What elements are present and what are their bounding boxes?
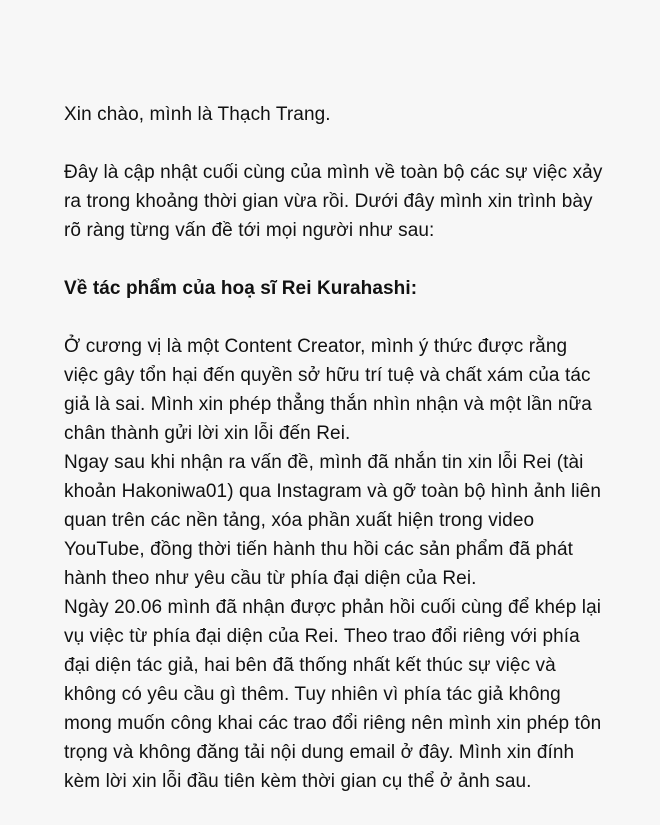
section-heading: Về tác phẩm của hoạ sĩ Rei Kurahashi: [64,278,418,299]
body-paragraph-1: Ở cương vị là một Content Creator, mình ý thức được rằng việc gây tổn hại đến quyền sở hữu trí tuệ và chất xám của tác giả là sai. Mình xin phép thẳng thắn nhìn nhận và một lần nữa chân thành gửi lời xin lỗi đến Rei. [64,336,592,444]
body-paragraph-3: Ngày 20.06 mình đã nhận được phản hồi cuối cùng để khép lại vụ việc từ phía đại diện của Rei. Theo trao đổi riêng với phía đại diện tác giả, hai bên đã thống nhất kết thúc sự việc và không có yêu cầu gì thêm. Tuy nhiên vì phía tác giả không mong muốn công khai các trao đổi riêng nên mình xin phép tôn trọng và không đăng tải nội dung email ở đây. Mình xin đính kèm lời xin lỗi đầu tiên kèm thời gian cụ thể ở ảnh sau. [64,597,602,792]
body-paragraph-2: Ngay sau khi nhận ra vấn đề, mình đã nhắn tin xin lỗi Rei (tài khoản Hakoniwa01) qua Instagram và gỡ toàn bộ hình ảnh liên quan trên các nền tảng, xóa phần xuất hiện trong video YouTube, đồng thời tiến hành thu hồi các sản phẩm đã phát hành theo như yêu cầu từ phía đại diện của Rei. [64,452,601,589]
intro-paragraph: Đây là cập nhật cuối cùng của mình về toàn bộ các sự việc xảy ra trong khoảng thời gian vừa rồi. Dưới đây mình xin trình bày rõ ràng từng vấn đề tới mọi người như sau: [64,162,603,241]
statement-document [64,100,604,796]
greeting-line: Xin chào, mình là Thạch Trang. [64,104,331,125]
